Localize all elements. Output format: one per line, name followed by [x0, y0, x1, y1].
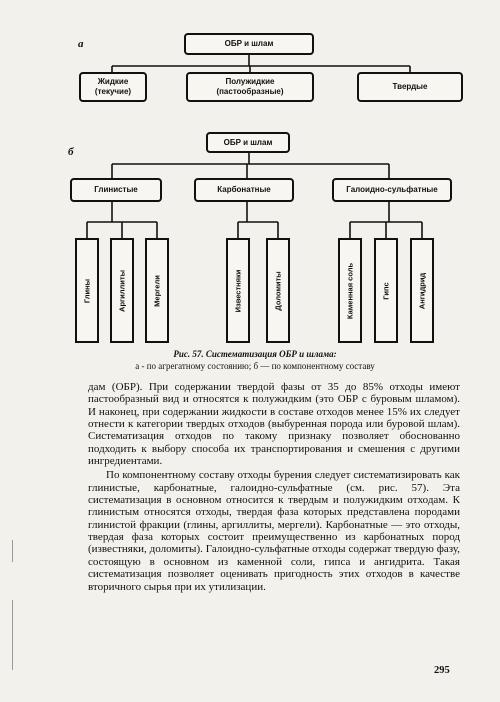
diagram-a-root: ОБР и шлам — [184, 33, 314, 55]
leaf-anhydride: Ангидрид — [410, 238, 434, 343]
page-number: 295 — [434, 665, 450, 676]
leaf-marls: Мергели — [145, 238, 169, 343]
paragraph-1: дам (ОБР). При содержании твердой фазы от 35 до 85% отходы имеют пастообразный вид и относятся к полужидким (это ОБР с буровым шламом). И наконец, при содержании жидкости в составе отходов менее 15% их следует отнести к категории твердых отходов (выбуренная порода или буровой шлам). Систематизация отходов по такому признаку позволяет обоснованно подходить к выбору способа их транспортирования и смешения с другими ингредиентами. — [88, 381, 460, 468]
diagram-b-group-clay: Глинистые — [70, 178, 162, 202]
diagram-b-root: ОБР и шлам — [206, 132, 290, 153]
figure-caption-title: Рис. 57. Систематизация ОБР и шлама: — [173, 349, 337, 359]
figure-caption-subtitle: а - по агрегатному состоянию; б — по компонентному составу — [135, 361, 375, 371]
diagram-a-node-liquid: Жидкие (текучие) — [79, 72, 147, 102]
margin-scan-mark — [12, 540, 13, 562]
leaf-dolomites: Доломиты — [266, 238, 290, 343]
paragraph-2: По компонентному составу отходы бурения следует систематизировать как глинистые, карбонатные, галоидно-сульфатные (см. рис. 57). Эта систематизация в основном относится к твердым и полужидким отходам. К глинистым относятся отходы, твердая фаза которых представлена породами глинистой фракции (глины, аргиллиты, мергели). Карбонатные — это отходы, твердая фаза которых состоит преимущественно из карбонатных пород (известняки, доломиты). Галоидно-сульфатные отходы содержат твердую фазу, состоящую в основном из каменной соли, гипса и ангидрита. Такая систематизация позволяет оценивать пригодность этих отходов в качестве вторичного сырья при их утилизации. — [88, 469, 460, 593]
leaf-limestones: Известняки — [226, 238, 250, 343]
diagram-b-group-carbonate: Карбонатные — [194, 178, 294, 202]
diagram-a-node-solid: Твердые — [357, 72, 463, 102]
diagram-a-node-semiliquid: Полужидкие (пастообразные) — [186, 72, 314, 102]
leaf-rock-salt: Каменная соль — [338, 238, 362, 343]
panel-a-letter: а — [78, 38, 84, 50]
body-text — [88, 381, 460, 593]
diagram-b-group-halide-sulfate: Галоидно-сульфатные — [332, 178, 452, 202]
figure-caption — [60, 348, 450, 372]
margin-scan-mark — [12, 600, 13, 670]
leaf-argillites: Аргиллиты — [110, 238, 134, 343]
panel-b-letter: б — [68, 146, 74, 158]
leaf-gypsum: Гипс — [374, 238, 398, 343]
leaf-clays: Глины — [75, 238, 99, 343]
